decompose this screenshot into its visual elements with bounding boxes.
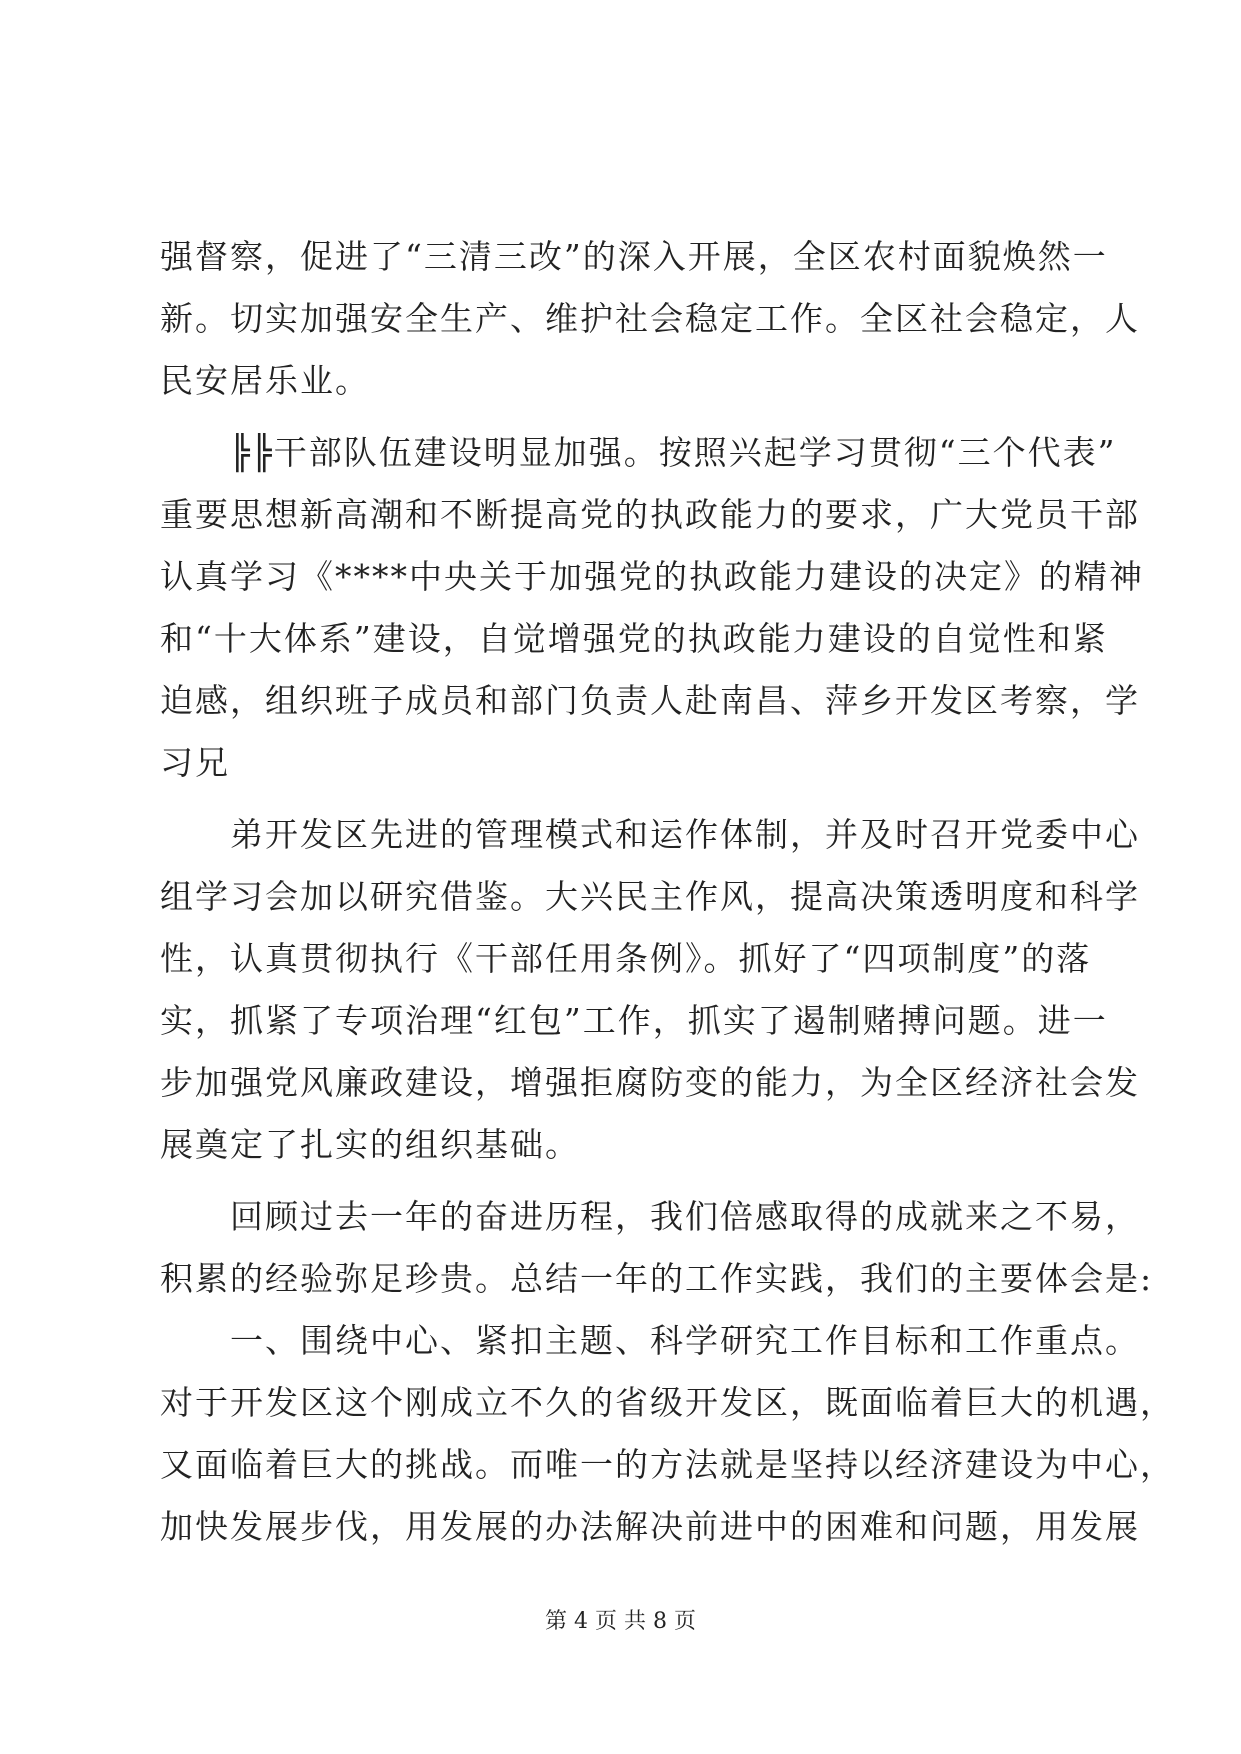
text-line: 一、围绕中心、紧扣主题、科学研究工作目标和工作重点。 bbox=[230, 1321, 1140, 1360]
text-line: 重要思想新高潮和不断提高党的执政能力的要求，广大党员干部 bbox=[160, 495, 1140, 534]
text-line: 弟开发区先进的管理模式和运作体制，并及时召开党委中心 bbox=[230, 815, 1140, 854]
text-line: 性，认真贯彻执行《干部任用条例》。抓好了“四项制度”的落 bbox=[160, 939, 1092, 978]
text-line: 积累的经验弥足珍贵。总结一年的工作实践，我们的主要体会是: bbox=[160, 1259, 1154, 1298]
text-line: 习兄 bbox=[160, 743, 230, 782]
text-line: 组学习会加以研究借鉴。大兴民主作风，提高决策透明度和科学 bbox=[160, 877, 1140, 916]
text-line: 实，抓紧了专项治理“红包”工作，抓实了遏制赌搏问题。进一 bbox=[160, 1001, 1108, 1040]
text-line: 回顾过去一年的奋进历程，我们倍感取得的成就来之不易， bbox=[230, 1197, 1140, 1236]
text-line: ╠╠干部队伍建设明显加强。按照兴起学习贯彻“三个代表” bbox=[230, 433, 1117, 472]
text-line: 民安居乐业。 bbox=[160, 361, 370, 400]
document-body bbox=[160, 226, 1175, 1558]
page-number-footer: 第 4 页 共 8 页 bbox=[545, 1609, 696, 1634]
text-line: 步加强党风廉政建设，增强拒腐防变的能力，为全区经济社会发 bbox=[160, 1063, 1140, 1102]
text-line: 新。切实加强安全生产、维护社会稳定工作。全区社会稳定，人 bbox=[160, 299, 1140, 338]
text-line: 又面临着巨大的挑战。而唯一的方法就是坚持以经济建设为中心， bbox=[160, 1445, 1175, 1484]
text-line: 迫感，组织班子成员和部门负责人赴南昌、萍乡开发区考察，学 bbox=[160, 681, 1140, 720]
text-line: 加快发展步伐，用发展的办法解决前进中的困难和问题，用发展 bbox=[160, 1507, 1140, 1546]
text-line: 展奠定了扎实的组织基础。 bbox=[160, 1125, 580, 1164]
text-line: 对于开发区这个刚成立不久的省级开发区，既面临着巨大的机遇， bbox=[160, 1383, 1175, 1422]
text-line: 强督察，促进了“三清三改”的深入开展，全区农村面貌焕然一 bbox=[160, 237, 1108, 276]
text-line: 认真学习《****中央关于加强党的执政能力建设的决定》的精神 bbox=[160, 557, 1144, 596]
text-line: 和“十大体系”建设，自觉增强党的执政能力建设的自觉性和紧 bbox=[160, 619, 1108, 658]
